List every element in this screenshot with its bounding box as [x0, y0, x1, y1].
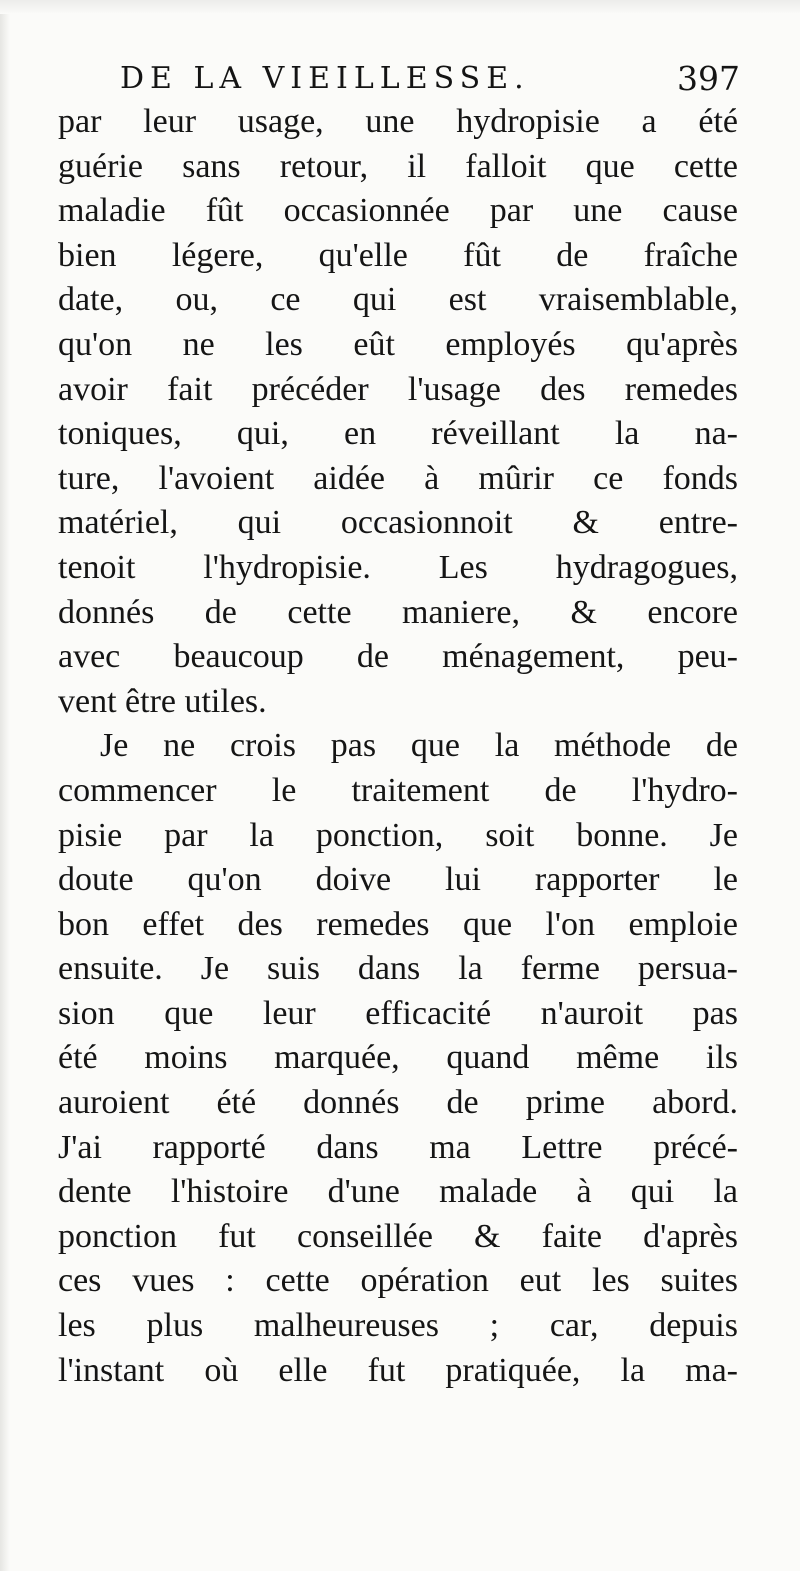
text-line: qu'on ne les eût employés qu'après — [58, 325, 738, 363]
text-line: commencer le traitement de l'hydro- — [58, 771, 738, 809]
text-line: bien légere, qu'elle fût de fraîche — [58, 236, 738, 274]
page-top-shadow — [0, 0, 800, 14]
page-edge-shadow — [0, 0, 10, 1571]
text-line: tenoit l'hydropisie. Les hydragogues, — [58, 548, 738, 586]
text-line: ensuite. Je suis dans la ferme persua- — [58, 950, 738, 988]
text-line: avoir fait précéder l'usage des remedes — [58, 370, 738, 408]
text-line: maladie fût occasionnée par une cause — [58, 192, 738, 230]
text-line: guérie sans retour, il falloit que cette — [58, 147, 738, 185]
body-text — [58, 100, 738, 1393]
text-line: l'instant où elle fut pratiquée, la ma- — [58, 1351, 738, 1389]
text-line: été moins marquée, quand même ils — [58, 1039, 738, 1077]
text-line: ponction fut conseillée & faite d'après — [58, 1217, 738, 1255]
text-line: par leur usage, une hydropisie a été — [58, 103, 738, 140]
text-line: auroient été donnés de prime abord. — [58, 1084, 738, 1122]
paragraph-end-line: vent être utiles. — [58, 682, 267, 720]
paragraph-first-line: Je ne crois pas que la méthode de — [100, 727, 738, 765]
text-line: avec beaucoup de ménagement, peu- — [58, 638, 738, 676]
text-line: bon effet des remedes que l'on emploie — [58, 905, 738, 943]
text-line: ture, l'avoient aidée à mûrir ce fonds — [58, 459, 738, 497]
text-line: dente l'histoire d'une malade à qui la — [58, 1173, 738, 1211]
text-line: doute qu'on doive lui rapporter le — [58, 861, 738, 899]
text-line: J'ai rapporté dans ma Lettre précé- — [58, 1128, 738, 1166]
text-line: toniques, qui, en réveillant la na- — [58, 415, 738, 453]
text-line: ces vues : cette opération eut les suites — [58, 1262, 738, 1300]
page-header — [120, 54, 740, 104]
running-title: DE LA VIEILLESSE. — [120, 61, 530, 96]
text-line: les plus malheureuses ; car, depuis — [58, 1307, 738, 1345]
text-line: date, ou, ce qui est vraisemblable, — [58, 281, 738, 319]
text-line: matériel, qui occasionnoit & entre- — [58, 504, 738, 542]
page-number: 397 — [677, 59, 740, 98]
text-line: sion que leur efficacité n'auroit pas — [58, 994, 738, 1032]
text-line: donnés de cette maniere, & encore — [58, 593, 738, 631]
text-line: pisie par la ponction, soit bonne. Je — [58, 816, 738, 854]
